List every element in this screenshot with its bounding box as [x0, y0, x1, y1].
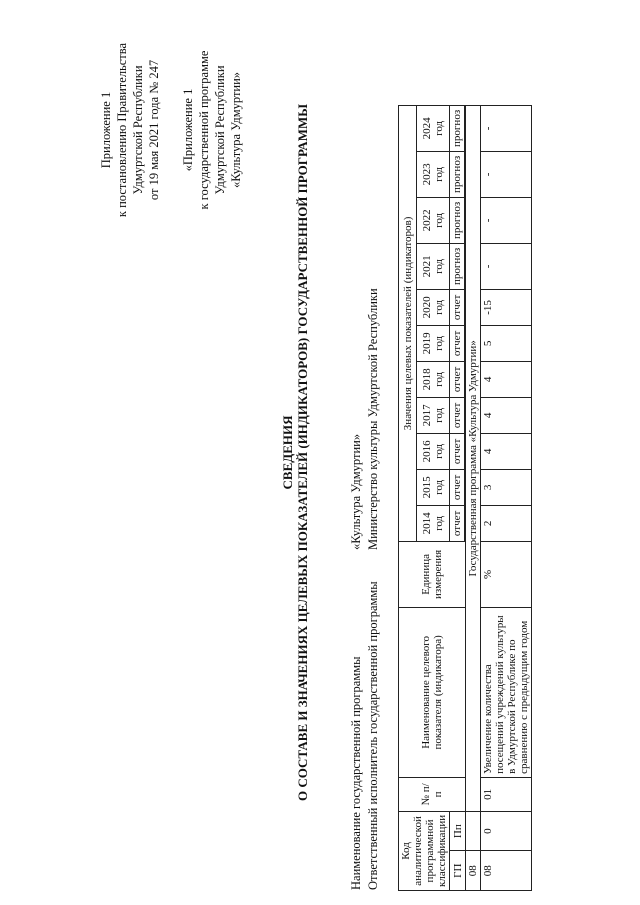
header-year: 2014 год: [417, 505, 450, 541]
cell-num: 01: [481, 777, 532, 811]
appendix-program-note: [180, 5, 244, 255]
cell-value: 4: [481, 361, 532, 397]
header-kind: отчет: [450, 469, 465, 505]
title-line-1: СВЕДЕНИЯ: [280, 415, 295, 490]
header-year: 2017 год: [417, 397, 450, 433]
cell-value: -: [481, 151, 532, 197]
appendix-line: от 19 мая 2021 года № 247: [147, 59, 161, 201]
executor-value: Министерство культуры Удмуртской Республики: [366, 288, 380, 550]
header-name: Наименование целевого показателя (индикатора): [399, 607, 466, 777]
program-name-value: «Культура Удмуртии»: [349, 433, 363, 550]
cell-value: -: [481, 243, 532, 289]
cell-value: 4: [481, 397, 532, 433]
header-kind: прогноз: [450, 151, 465, 197]
cell-gp: 08: [481, 851, 532, 891]
header-kind: отчет: [450, 361, 465, 397]
appendix-line: Удмуртской Республики: [131, 65, 145, 195]
indicators-table: [398, 105, 532, 891]
header-year: 2019 год: [417, 325, 450, 361]
cell-indicator-name: Увеличение количества посещений учреждений культуры в Удмуртской Республике по сравнению с предыдущим годом: [481, 607, 532, 777]
header-year: 2024 год: [417, 105, 450, 151]
header-num: № п/п: [399, 777, 466, 811]
program-info: [348, 288, 382, 890]
header-code: Код аналитической программной классификации: [399, 811, 450, 890]
header-pp: Пп: [450, 811, 466, 851]
cell-value: 2: [481, 505, 532, 541]
header-kind: прогноз: [450, 243, 465, 289]
cell-unit: %: [481, 541, 532, 607]
header-kind: отчет: [450, 289, 465, 325]
cell-pp: 0: [481, 811, 532, 851]
header-year: 2018 год: [417, 361, 450, 397]
cell-program-name: Государственная программа «Культура Удмуртии»: [466, 105, 481, 811]
cell-value: -: [481, 197, 532, 243]
header-gp: ГП: [450, 851, 466, 891]
appendix-decree-note: [98, 5, 162, 255]
appendix-line: «Приложение 1: [181, 88, 195, 172]
cell-value: 5: [481, 325, 532, 361]
cell-value: -15: [481, 289, 532, 325]
table-row-program: [466, 105, 481, 890]
cell-value: 4: [481, 433, 532, 469]
cell-pp: [466, 811, 481, 851]
header-unit: Единица измерения: [399, 541, 466, 607]
header-year: 2023 год: [417, 151, 450, 197]
appendix-line: Удмуртской Республики: [213, 65, 227, 195]
header-kind: прогноз: [450, 105, 465, 151]
header-year: 2015 год: [417, 469, 450, 505]
header-year: 2022 год: [417, 197, 450, 243]
appendix-line: к государственной программе: [197, 50, 211, 210]
header-kind: отчет: [450, 505, 465, 541]
header-kind: отчет: [450, 433, 465, 469]
cell-value: 3: [481, 469, 532, 505]
cell-value: -: [481, 105, 532, 151]
program-name-label: Наименование государственной программы: [349, 656, 363, 890]
header-year: 2016 год: [417, 433, 450, 469]
header-kind: отчет: [450, 325, 465, 361]
executor-label: Ответственный исполнитель государственной программы: [366, 581, 380, 890]
header-values: Значения целевых показателей (индикаторов): [399, 105, 417, 541]
header-year: 2020 год: [417, 289, 450, 325]
appendix-line: Приложение 1: [99, 91, 113, 169]
header-kind: прогноз: [450, 197, 465, 243]
appendix-line: к постановлению Правительства: [115, 42, 129, 218]
document-title: [280, 20, 310, 885]
title-line-2: О СОСТАВЕ И ЗНАЧЕНИЯХ ЦЕЛЕВЫХ ПОКАЗАТЕЛЕЙ (ИНДИКАТОРОВ) ГОСУДАРСТВЕННОЙ ПРОГРАММЫ: [295, 103, 310, 802]
appendix-line: «Культура Удмуртии»: [229, 71, 243, 189]
cell-gp: 08: [466, 851, 481, 891]
header-kind: отчет: [450, 397, 465, 433]
table-row: [481, 105, 532, 890]
header-year: 2021 год: [417, 243, 450, 289]
